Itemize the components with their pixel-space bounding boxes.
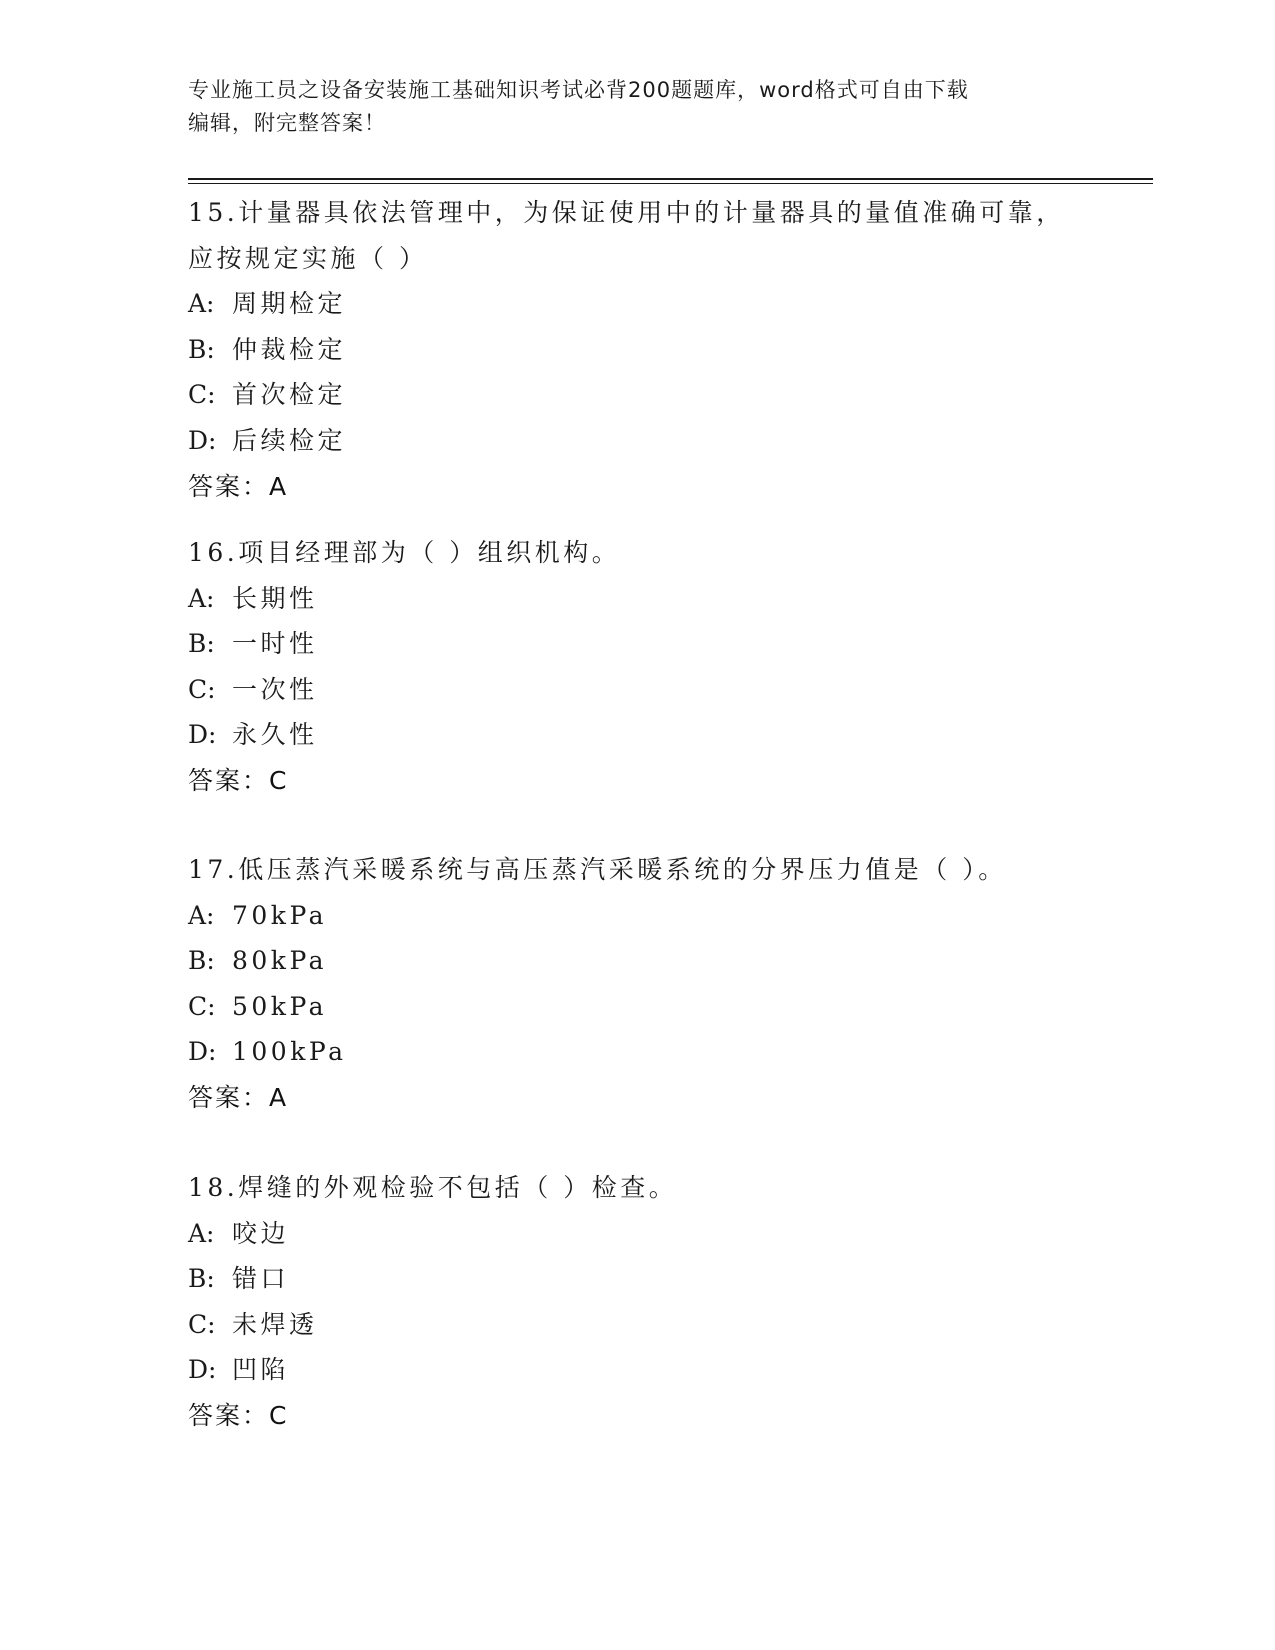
option-c	[188, 667, 1088, 713]
option-letter: A:	[188, 1218, 215, 1248]
option-letter: A:	[188, 900, 215, 930]
question-stem-line-1: 15.计量器具依法管理中，为保证使用中的计量器具的量值准确可靠，	[188, 198, 1065, 227]
option-letter: B:	[188, 1264, 215, 1294]
question-17	[188, 847, 1088, 1121]
option-text: 咬边	[232, 1218, 290, 1248]
question-18	[188, 1165, 1088, 1439]
option-b	[188, 938, 1088, 984]
answer-line: 答案：A	[188, 471, 289, 501]
option-text: 70kPa	[232, 900, 328, 930]
option-text: 80kPa	[232, 946, 328, 976]
option-letter: A:	[188, 583, 215, 613]
option-letter: D:	[188, 1355, 217, 1385]
option-text: 凹陷	[232, 1355, 290, 1385]
header-divider-thick	[188, 178, 1153, 180]
answer-line: 答案：C	[188, 1400, 289, 1430]
question-stem-line-1: 17.低压蒸汽采暖系统与高压蒸汽采暖系统的分界压力值是（ ）。	[188, 855, 1007, 884]
document-header	[188, 74, 1088, 140]
header-line-2: 编辑，附完整答案！	[188, 111, 386, 135]
option-text: 一次性	[232, 674, 318, 704]
option-text: 一时性	[232, 629, 318, 659]
option-text: 长期性	[232, 583, 318, 613]
option-letter: C:	[188, 991, 216, 1021]
option-d	[188, 1347, 1088, 1393]
question-15	[188, 190, 1088, 509]
option-text: 50kPa	[232, 991, 328, 1021]
option-letter: B:	[188, 629, 215, 659]
question-stem-line-1: 18.焊缝的外观检验不包括（ ）检查。	[188, 1173, 678, 1202]
option-letter: A:	[188, 289, 215, 319]
question-16	[188, 530, 1088, 804]
option-letter: B:	[188, 334, 215, 364]
option-text: 首次检定	[232, 380, 347, 410]
option-letter: C:	[188, 380, 216, 410]
option-text: 周期检定	[232, 289, 347, 319]
header-divider-thin	[188, 183, 1153, 184]
option-a	[188, 576, 1088, 622]
question-stem-line-2: 应按规定实施（ ）	[188, 243, 428, 273]
option-text: 错口	[232, 1264, 290, 1294]
option-d	[188, 418, 1088, 464]
option-letter: D:	[188, 425, 217, 455]
option-text: 100kPa	[232, 1037, 347, 1067]
option-letter: C:	[188, 1309, 216, 1339]
option-a	[188, 893, 1088, 939]
option-a	[188, 281, 1088, 327]
option-a	[188, 1211, 1088, 1257]
option-b	[188, 1256, 1088, 1302]
option-b	[188, 327, 1088, 373]
option-letter: D:	[188, 720, 217, 750]
option-d	[188, 1029, 1088, 1075]
option-letter: D:	[188, 1037, 217, 1067]
answer-line: 答案：C	[188, 765, 289, 795]
option-text: 未焊透	[232, 1309, 318, 1339]
option-text: 仲裁检定	[232, 334, 347, 364]
option-letter: B:	[188, 946, 215, 976]
option-text: 后续检定	[232, 425, 347, 455]
option-c	[188, 984, 1088, 1030]
option-b	[188, 621, 1088, 667]
option-c	[188, 372, 1088, 418]
question-stem-line-1: 16.项目经理部为（ ）组织机构。	[188, 538, 621, 567]
option-text: 永久性	[232, 720, 318, 750]
header-line-1: 专业施工员之设备安装施工基础知识考试必背200题题库，word格式可自由下载	[188, 78, 969, 102]
option-letter: C:	[188, 674, 216, 704]
option-c	[188, 1302, 1088, 1348]
answer-line: 答案：A	[188, 1082, 289, 1112]
option-d	[188, 712, 1088, 758]
